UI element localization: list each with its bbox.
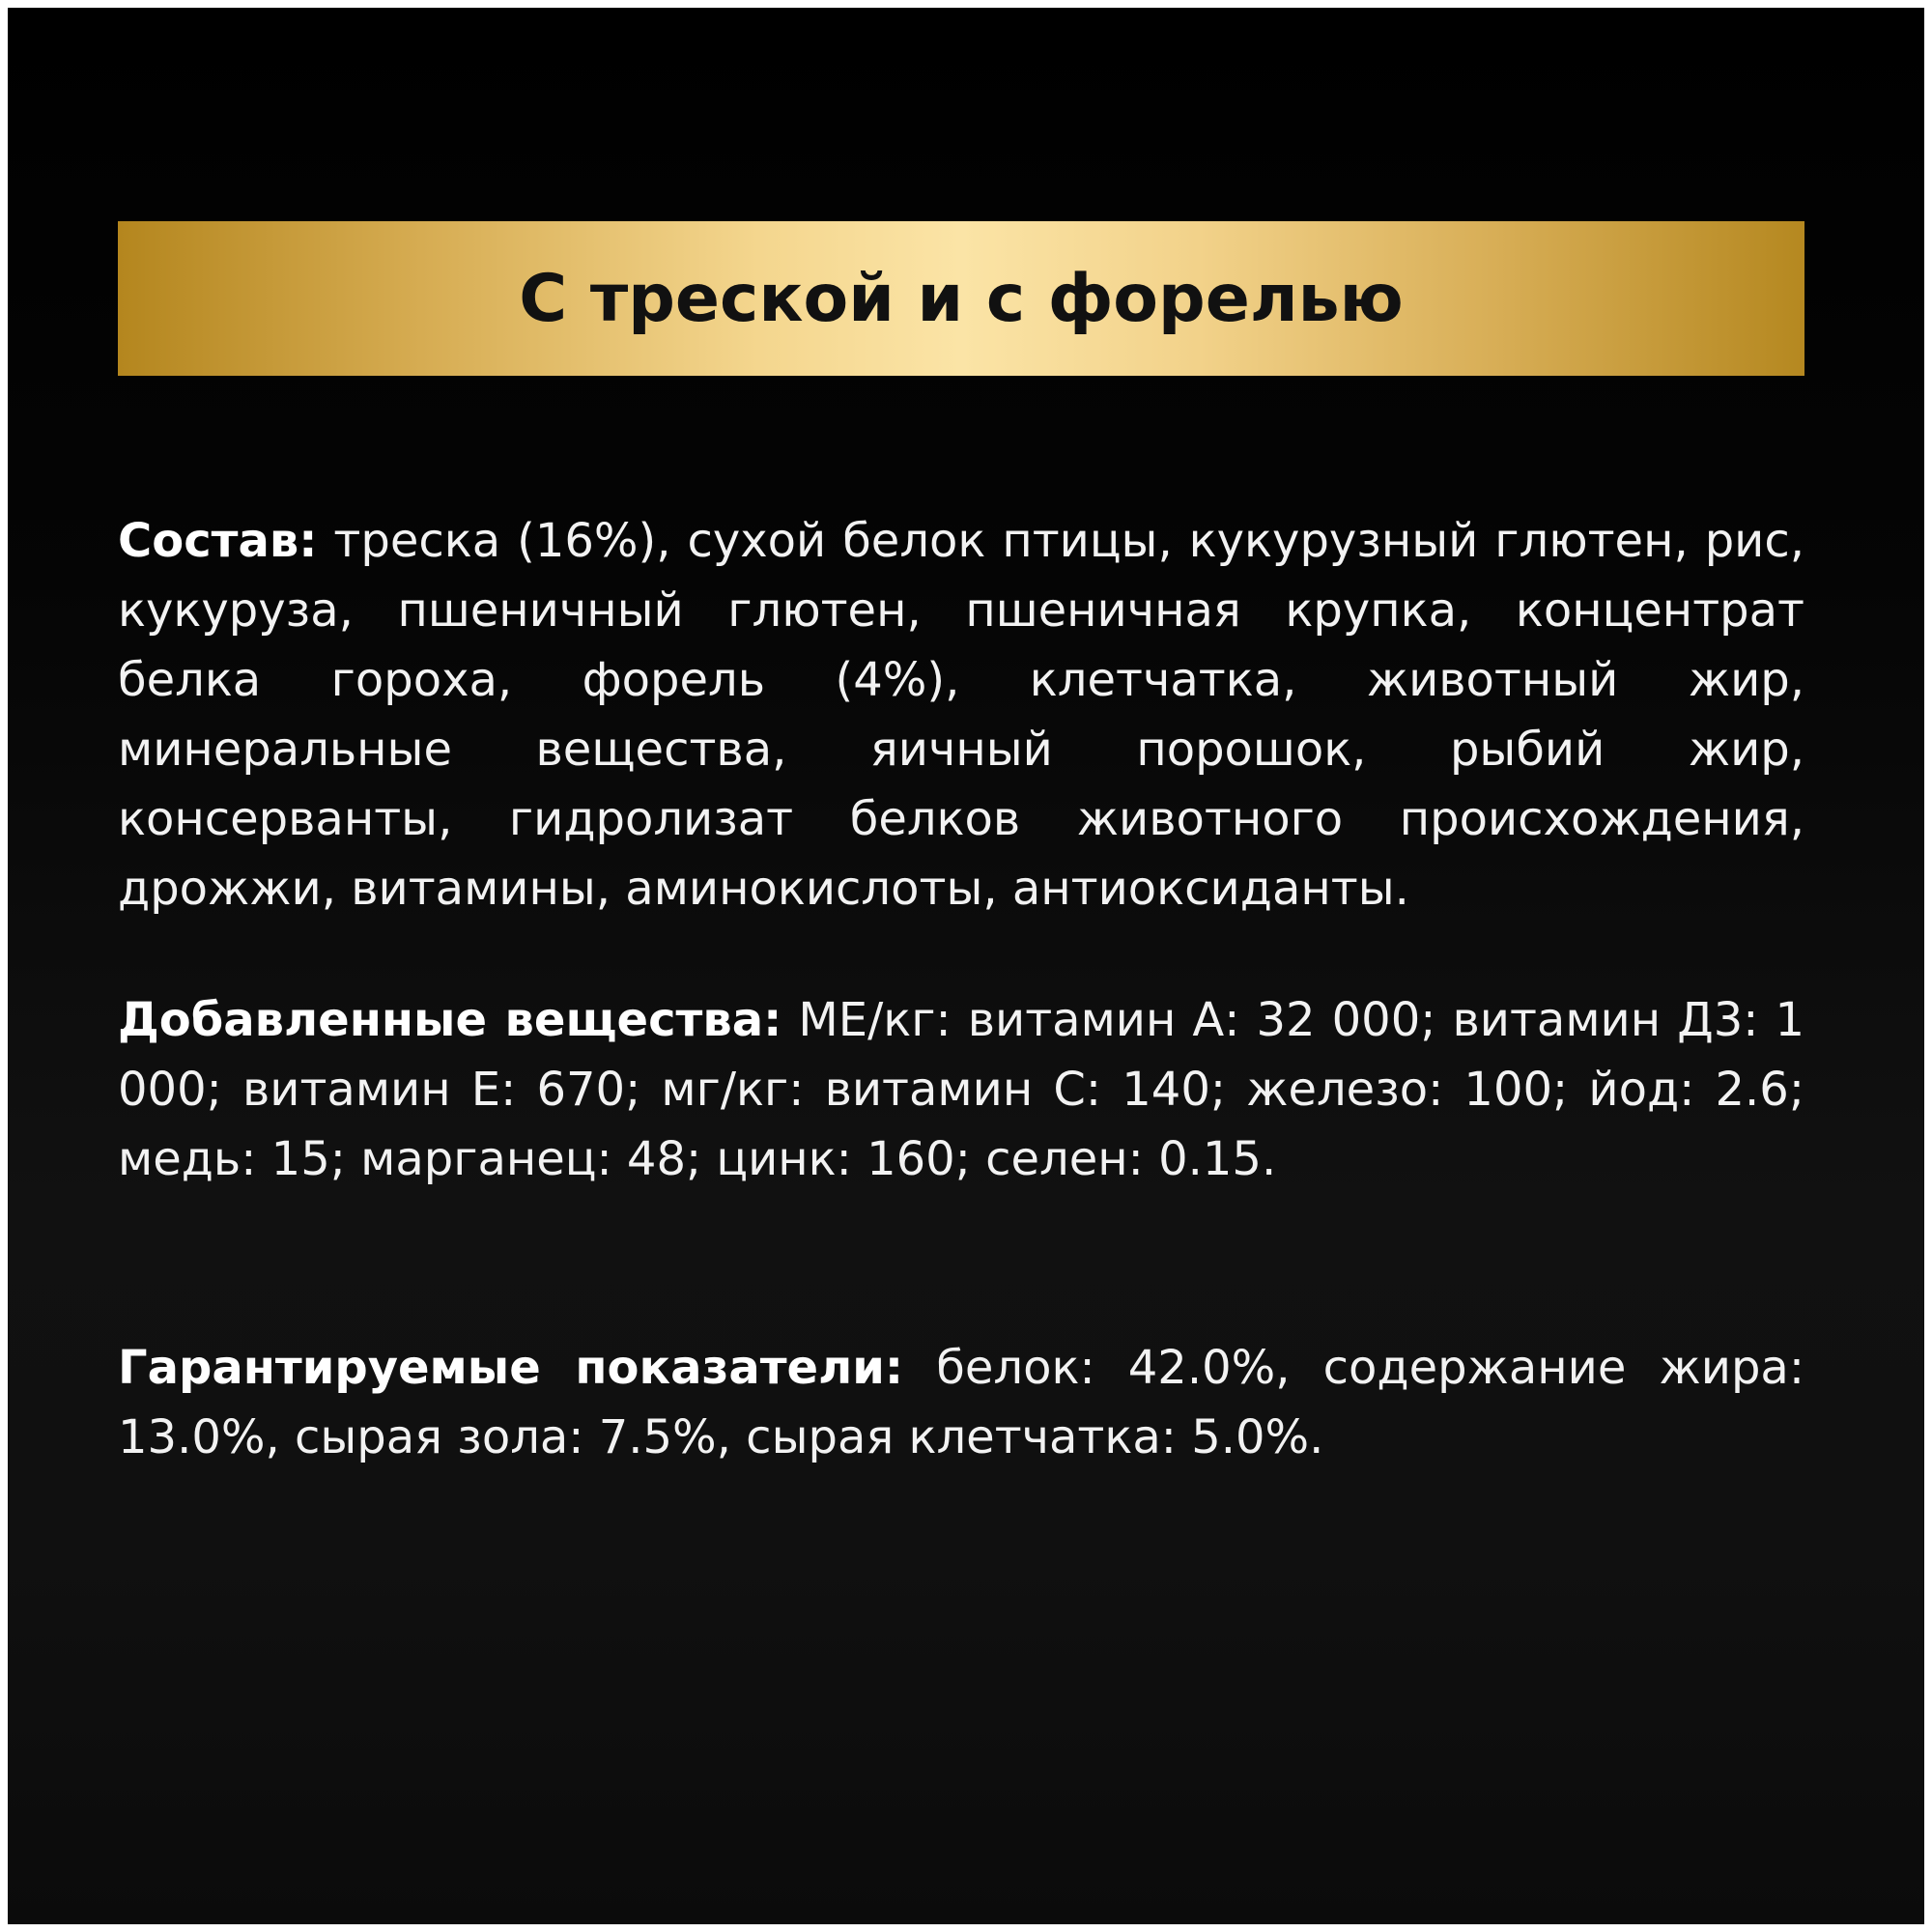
composition-label: Состав: [118,514,318,568]
composition-text: треска (16%), сухой белок птицы, кукурузный глютен, рис, кукуруза, пшеничный глютен, пшеничная крупка, концентрат белка гороха, форель (4%), клетчатка, животный жир, минеральные вещества, яичный порошок, рыбий жир, консерванты, гидролизат белков животного происхождения, дрожжи, витамины, аминокислоты, антиоксиданты. [118,514,1805,916]
additives-text: МЕ/кг: витамин А: 32 000; витамин Д3: 1 000; витамин Е: 670; мг/кг: витамин С: 140; железо: 100; йод: 2.6; медь: 15; марганец: 48; цинк: 160; селен: 0.15. [118,993,1805,1186]
additives-label: Добавленные вещества: [118,993,782,1047]
product-info-panel [8,8,1924,1924]
additives-section [118,985,1804,1194]
title-banner [118,221,1804,376]
composition-section [118,506,1804,923]
guaranteed-analysis-label: Гарантируемые показатели: [118,1341,904,1395]
product-flavor-title: С треской и с форелью [519,260,1404,337]
guaranteed-analysis-text: белок: 42.0%, содержание жира: 13.0%, сырая зола: 7.5%, сырая клетчатка: 5.0%. [118,1341,1805,1464]
guaranteed-analysis-section [118,1333,1804,1472]
